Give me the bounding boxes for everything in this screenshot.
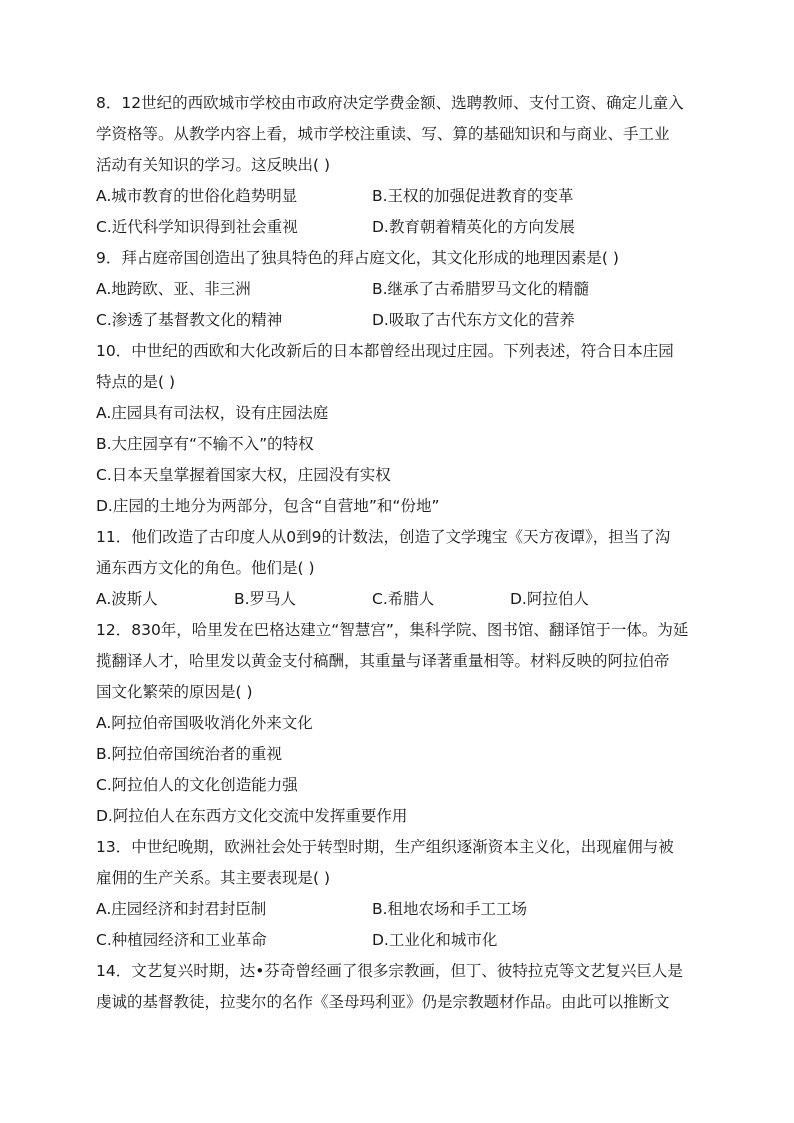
question-8-option-d[interactable]: D.教育朝着精英化的方向发展 bbox=[372, 218, 575, 236]
question-13 bbox=[96, 832, 706, 956]
question-11-option-c[interactable]: C.希腊人 bbox=[372, 590, 435, 608]
question-12-option-a[interactable]: A.阿拉伯帝国吸收消化外来文化 bbox=[96, 714, 313, 732]
question-14-stem-line-2: 虔诚的基督教徒，拉斐尔的名作《圣母玛利亚》仍是宗教题材作品。由此可以推断文 bbox=[96, 993, 670, 1011]
question-11-option-a[interactable]: A.波斯人 bbox=[96, 590, 158, 608]
question-9-option-c[interactable]: C.渗透了基督教文化的精神 bbox=[96, 311, 283, 329]
question-14 bbox=[96, 956, 706, 1018]
question-11 bbox=[96, 522, 706, 615]
question-9-option-a[interactable]: A.地跨欧、亚、非三洲 bbox=[96, 280, 251, 298]
question-11-options-row bbox=[96, 584, 706, 615]
question-9 bbox=[96, 243, 706, 336]
question-8-options-row-1 bbox=[96, 181, 706, 212]
exam-page bbox=[96, 88, 706, 1018]
question-9-stem-line-1: 9．拜占庭帝国创造出了独具特色的拜占庭文化，其文化形成的地理因素是( ) bbox=[96, 249, 619, 267]
question-11-option-d[interactable]: D.阿拉伯人 bbox=[510, 590, 589, 608]
question-11-option-b[interactable]: B.罗马人 bbox=[234, 590, 297, 608]
question-8 bbox=[96, 88, 706, 243]
question-8-option-a[interactable]: A.城市教育的世俗化趋势明显 bbox=[96, 187, 298, 205]
question-13-options-row-1 bbox=[96, 894, 706, 925]
question-10-option-d[interactable]: D.庄园的土地分为两部分，包含“自营地”和“份地” bbox=[96, 497, 440, 515]
question-10-stem-line-2: 特点的是( ) bbox=[96, 373, 176, 391]
question-8-stem-line-1: 8．12世纪的西欧城市学校由市政府决定学费金额、选聘教师、支付工资、确定儿童入 bbox=[96, 94, 684, 112]
question-12-stem-line-2: 揽翻译人才，哈里发以黄金支付稿酬，其重量与译著重量相等。材料反映的阿拉伯帝 bbox=[96, 652, 670, 670]
question-10-option-b[interactable]: B.大庄园享有“不输不入”的特权 bbox=[96, 435, 314, 453]
question-9-option-b[interactable]: B.继承了古希腊罗马文化的精髓 bbox=[372, 280, 590, 298]
question-12-stem-line-1: 12．830年，哈里发在巴格达建立“智慧宫”，集科学院、图书馆、翻译馆于一体。为延 bbox=[96, 621, 689, 639]
question-8-stem-line-3: 活动有关知识的学习。这反映出( ) bbox=[96, 156, 331, 174]
question-13-option-b[interactable]: B.租地农场和手工工场 bbox=[372, 900, 528, 918]
question-12-stem-line-3: 国文化繁荣的原因是( ) bbox=[96, 683, 253, 701]
question-8-option-c[interactable]: C.近代科学知识得到社会重视 bbox=[96, 218, 298, 236]
question-9-options-row-1 bbox=[96, 274, 706, 305]
question-12-options bbox=[96, 708, 706, 832]
question-13-stem-line-1: 13．中世纪晚期，欧洲社会处于转型时期，生产组织逐渐资本主义化，出现雇佣与被 bbox=[96, 838, 674, 856]
question-13-stem-line-2: 雇佣的生产关系。其主要表现是( ) bbox=[96, 869, 331, 887]
question-12-option-d[interactable]: D.阿拉伯人在东西方文化交流中发挥重要作用 bbox=[96, 807, 408, 825]
question-12-option-b[interactable]: B.阿拉伯帝国统治者的重视 bbox=[96, 745, 283, 763]
question-13-options-row-2 bbox=[96, 925, 706, 956]
question-9-option-d[interactable]: D.吸取了古代东方文化的营养 bbox=[372, 311, 575, 329]
question-10 bbox=[96, 336, 706, 522]
question-12-option-c[interactable]: C.阿拉伯人的文化创造能力强 bbox=[96, 776, 298, 794]
question-10-option-a[interactable]: A.庄园具有司法权，设有庄园法庭 bbox=[96, 404, 329, 422]
question-12 bbox=[96, 615, 706, 832]
question-13-option-c[interactable]: C.种植园经济和工业革命 bbox=[96, 931, 267, 949]
question-14-stem-line-1: 14．文艺复兴时期，达•芬奇曾经画了很多宗教画，但丁、彼特拉克等文艺复兴巨人是 bbox=[96, 962, 683, 980]
question-10-option-c[interactable]: C.日本天皇掌握着国家大权，庄园没有实权 bbox=[96, 466, 391, 484]
question-8-option-b[interactable]: B.王权的加强促进教育的变革 bbox=[372, 187, 574, 205]
question-9-options-row-2 bbox=[96, 305, 706, 336]
question-13-option-a[interactable]: A.庄园经济和封君封臣制 bbox=[96, 900, 267, 918]
question-8-stem-line-2: 学资格等。从教学内容上看，城市学校注重读、写、算的基础知识和与商业、手工业 bbox=[96, 125, 670, 143]
question-11-stem-line-1: 11．他们改造了古印度人从0到9的计数法，创造了文学瑰宝《天方夜谭》，担当了沟 bbox=[96, 528, 671, 546]
question-8-options-row-2 bbox=[96, 212, 706, 243]
question-10-options bbox=[96, 398, 706, 522]
question-13-option-d[interactable]: D.工业化和城市化 bbox=[372, 931, 498, 949]
question-10-stem-line-1: 10．中世纪的西欧和大化改新后的日本都曾经出现过庄园。下列表述，符合日本庄园 bbox=[96, 342, 674, 360]
question-11-stem-line-2: 通东西方文化的角色。他们是( ) bbox=[96, 559, 315, 577]
